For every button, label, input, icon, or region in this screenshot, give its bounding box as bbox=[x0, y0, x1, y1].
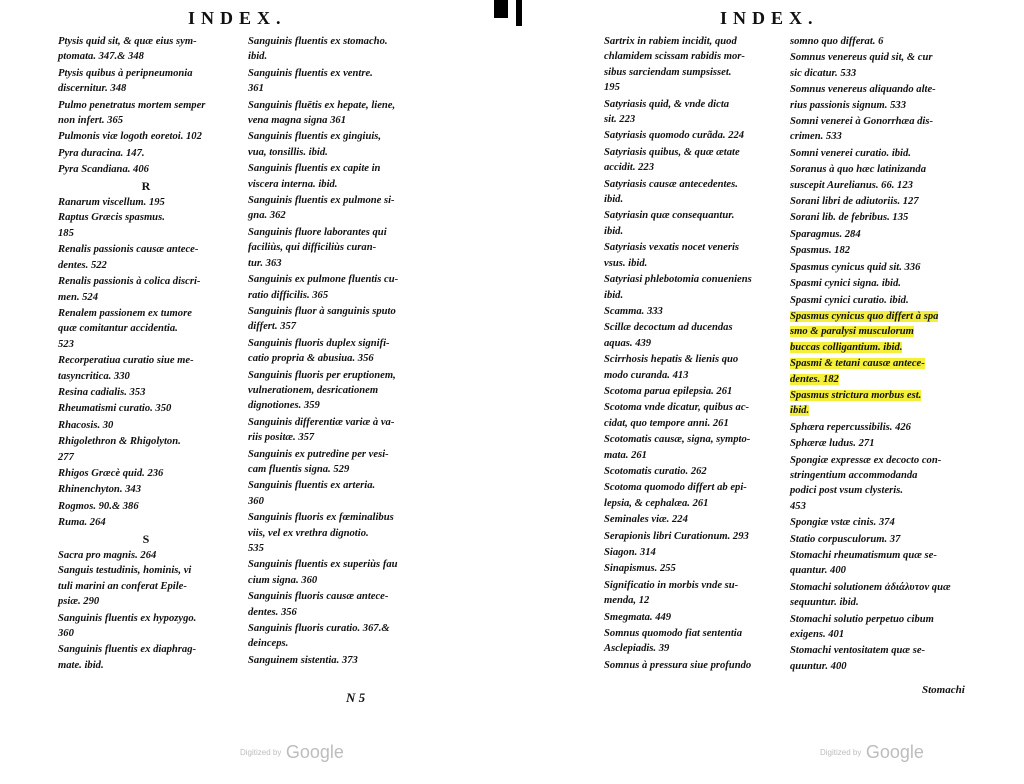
index-entry bbox=[248, 589, 426, 621]
book-gutter bbox=[494, 0, 524, 784]
index-entry bbox=[604, 400, 786, 432]
index-entry-text: Stomachi solutionem ἀδιάλυτον quæ sequuntur. ibid. bbox=[790, 581, 951, 609]
index-entry bbox=[248, 304, 426, 336]
index-entry bbox=[248, 557, 426, 589]
index-entry bbox=[604, 464, 786, 480]
index-entry-text: Spasmus cynicus quid sit. 336 bbox=[790, 261, 921, 273]
index-entry bbox=[790, 612, 986, 644]
index-entry bbox=[58, 66, 234, 98]
index-entry bbox=[604, 480, 786, 512]
index-entry-text: Renalem passionem ex tumore quæ comitantur accidentia. 523 bbox=[58, 307, 192, 350]
index-entry bbox=[790, 34, 986, 50]
index-entry bbox=[248, 447, 426, 479]
index-entry-text: Spasmi cynici curatio. ibid. bbox=[790, 294, 909, 306]
index-entry bbox=[790, 293, 986, 309]
index-entry bbox=[790, 227, 986, 243]
index-entry bbox=[604, 626, 786, 658]
index-entry-text: Rhacosis. 30 bbox=[58, 419, 114, 431]
index-entry bbox=[248, 510, 426, 557]
index-entry-text: Statio corpusculorum. 37 bbox=[790, 533, 901, 545]
index-entry-text: Sanguinis fluoris per eruptionem, vulnerationem, desricationem dignotiones. 359 bbox=[248, 369, 396, 412]
index-entry-text: Sorani libri de adiutoriis. 127 bbox=[790, 196, 919, 208]
index-entry bbox=[248, 415, 426, 447]
index-entry-text: Sanguinis fluentis ex pulmone si- gna. 362 bbox=[248, 195, 395, 222]
index-entry-text: Spasmus strictura morbus est. ibid. bbox=[790, 389, 922, 417]
index-entry-text: Rogmos. 90.& 386 bbox=[58, 500, 139, 512]
index-entry-text: Satyriasin quæ consequantur. ibid. bbox=[604, 210, 735, 237]
index-entry-text: Sorani lib. de febribus. 135 bbox=[790, 212, 909, 224]
index-entry bbox=[248, 225, 426, 272]
index-entry bbox=[58, 98, 234, 130]
index-entry-text: Sanguinis differentiæ variæ à va- riis positæ. 357 bbox=[248, 416, 395, 444]
highlighted-index-entry bbox=[790, 388, 986, 420]
index-entry bbox=[604, 658, 786, 674]
index-entry bbox=[58, 401, 234, 417]
index-entry-text: Resina cadialis. 353 bbox=[58, 386, 146, 398]
index-entry bbox=[58, 353, 234, 385]
index-entry-text: Rhinenchyton. 343 bbox=[58, 484, 142, 496]
index-entry bbox=[58, 482, 234, 498]
index-entry-text: somno quo differat. 6 bbox=[790, 36, 884, 47]
index-entry-text: Scotomatis causæ, signa, sympto- mata. 261 bbox=[604, 434, 751, 461]
index-entry-text: Ranarum viscellum. 195 Raptus Græcis spasmus. 185 bbox=[58, 197, 165, 239]
left-column-b bbox=[248, 34, 426, 669]
index-entry-text: Rhigolethron & Rhigolyton. 277 bbox=[58, 436, 181, 463]
index-entry bbox=[790, 162, 986, 194]
watermark-prefix: Digitized by bbox=[240, 748, 282, 757]
index-entry-text: Scamma. 333 bbox=[604, 305, 663, 317]
index-entry-text: Spongiæ vstæ cinis. 374 bbox=[790, 517, 895, 529]
section-letter-heading bbox=[58, 532, 234, 548]
index-entry-text: Scotomatis curatio. 262 bbox=[604, 465, 707, 477]
signature-mark: N 5 bbox=[346, 690, 366, 705]
index-entry-text: Sanguinis ex putredine per vesi- cam fluentis signa. 529 bbox=[248, 448, 389, 475]
index-entry bbox=[248, 368, 426, 415]
index-entry-text: Sinapismus. 255 bbox=[604, 563, 676, 575]
index-entry-text: Satyriasis vexatis nocet veneris vsus. ibid. bbox=[604, 242, 740, 269]
index-entry bbox=[604, 145, 786, 177]
index-entry bbox=[790, 580, 986, 612]
index-entry-text: Renalis passionis à colica discri- men. 524 bbox=[58, 276, 201, 303]
index-entry bbox=[58, 548, 234, 611]
index-entry-text: Ptysis quibus à peripneumonia discernitur. 348 bbox=[58, 67, 193, 95]
index-entry bbox=[58, 611, 234, 643]
index-entry bbox=[604, 512, 786, 528]
watermark-brand: Google bbox=[865, 742, 924, 762]
index-entry bbox=[604, 529, 786, 545]
right-column-b bbox=[790, 34, 986, 675]
left-column-a bbox=[58, 34, 234, 674]
index-entry bbox=[790, 114, 986, 146]
index-entry-text: Satyriasis quomodo curãda. 224 bbox=[604, 130, 745, 142]
index-entry-text: Somnus venereus aliquando alte- rius passionis signum. 533 bbox=[790, 84, 936, 111]
index-entry bbox=[790, 436, 986, 452]
right-column-a bbox=[604, 34, 786, 674]
index-entry-text: Somnus quomodo fiat sententia Asclepiadis. 39 bbox=[604, 628, 743, 655]
gutter-shadow-right bbox=[516, 0, 522, 26]
index-entry-text: Somnus à pressura siue profundo bbox=[604, 659, 752, 671]
index-entry-text: Ruma. 264 bbox=[58, 517, 106, 529]
index-entry bbox=[58, 195, 234, 242]
index-entry bbox=[58, 146, 234, 162]
index-entry bbox=[790, 260, 986, 276]
index-entry-text: S bbox=[142, 531, 150, 546]
index-entry-text: Stomachi ventositatem quæ se- quuntur. 400 bbox=[790, 645, 926, 672]
index-entry-text: Sacra pro magnis. 264 Sanguis testudinis, hominis, vi tuli marini an conferat Epile- psiæ. 290 bbox=[58, 550, 192, 608]
watermark-right bbox=[820, 742, 924, 763]
index-entry-text: Satyriasis quid, & vnde dicta sit. 223 bbox=[604, 98, 730, 126]
index-entry-text: Sparagmus. 284 bbox=[790, 228, 861, 240]
index-entry-text: Spasmi cynici signa. ibid. bbox=[790, 278, 901, 290]
index-entry-text: Pyra duracina. 147. bbox=[58, 147, 145, 159]
index-entry bbox=[790, 82, 986, 114]
index-entry bbox=[604, 432, 786, 464]
index-entry bbox=[58, 515, 234, 531]
index-entry bbox=[58, 418, 234, 434]
watermark-brand: Google bbox=[285, 742, 344, 762]
index-entry-text: Pyra Scandiana. 406 bbox=[58, 164, 149, 176]
index-entry bbox=[58, 306, 234, 353]
index-entry bbox=[248, 336, 426, 368]
index-entry bbox=[604, 272, 786, 304]
index-entry bbox=[58, 385, 234, 401]
index-entry-text: Sanguinis fluentis ex ventre. 361 bbox=[248, 67, 373, 95]
index-entry-text: Sanguinis fluoris curatio. 367.& deinceps. bbox=[248, 623, 390, 650]
index-entry bbox=[248, 66, 426, 98]
index-entry-text: Somni venerei curatio. ibid. bbox=[790, 147, 911, 159]
index-entry bbox=[604, 352, 786, 384]
index-entry bbox=[58, 466, 234, 482]
index-entry bbox=[604, 304, 786, 320]
index-entry-text: Sanguinis ex pulmone fluentis cu- ratio difficilis. 365 bbox=[248, 274, 399, 301]
index-entry bbox=[790, 532, 986, 548]
index-entry-text: Satyriasis quibus, & quæ ætate accidit. 223 bbox=[604, 146, 740, 174]
index-entry bbox=[248, 272, 426, 304]
index-entry-text: Spasmus. 182 bbox=[790, 245, 851, 257]
index-entry bbox=[248, 161, 426, 193]
index-entry bbox=[248, 34, 426, 66]
index-entry-text: Scillæ decoctum ad ducendas aquas. 439 bbox=[604, 322, 733, 349]
index-entry bbox=[58, 434, 234, 466]
index-entry bbox=[58, 129, 234, 145]
index-entry-text: Smegmata. 449 bbox=[604, 611, 672, 623]
index-entry-text: Significatio in morbis vnde su- menda, 12 bbox=[604, 579, 739, 607]
index-entry-text: Rheumatismi curatio. 350 bbox=[58, 403, 172, 415]
index-entry-text: Sanguinis fluore laborantes qui faciliùs, qui difficiliùs curan- tur. 363 bbox=[248, 226, 387, 269]
index-entry bbox=[248, 193, 426, 225]
index-entry-text: Scotoma parua epilepsia. 261 bbox=[604, 385, 733, 397]
index-entry bbox=[58, 34, 234, 66]
index-entry-text: Sartrix in rabiem incidit, quod chlamidem scissam rabidis mor- sibus sarciendam sumpsisset. 195 bbox=[604, 36, 745, 94]
index-entry-text: Sanguinis fluentis ex gingiuis, vua, tonsillis. ibid. bbox=[248, 131, 382, 158]
index-entry bbox=[790, 194, 986, 210]
index-entry-text: Sanguinis fluoris causæ antece- dentes. 356 bbox=[248, 591, 389, 618]
watermark-left bbox=[240, 742, 344, 763]
index-entry bbox=[790, 515, 986, 531]
index-entry bbox=[248, 98, 426, 130]
index-entry-text: Sphæræ ludus. 271 bbox=[790, 438, 875, 450]
index-entry bbox=[604, 240, 786, 272]
index-entry-text: Sanguinis fluentis ex arteria. 360 bbox=[248, 480, 376, 507]
index-entry bbox=[790, 548, 986, 580]
index-entry bbox=[790, 146, 986, 162]
index-entry-text: Renalis passionis causæ antece- dentes. 522 bbox=[58, 244, 199, 271]
index-entry bbox=[58, 242, 234, 274]
index-entry bbox=[790, 643, 986, 675]
index-entry bbox=[604, 320, 786, 352]
index-entry bbox=[604, 561, 786, 577]
right-page bbox=[524, 0, 1024, 784]
index-entry bbox=[790, 210, 986, 226]
index-entry-text: Spasmi & tetani causæ antece- dentes. 182 bbox=[790, 358, 925, 385]
index-entry bbox=[604, 545, 786, 561]
index-entry-text: Sanguinis fluentis ex stomacho. ibid. bbox=[248, 36, 388, 63]
index-entry-text: Sanguinis fluoris ex fœminalibus viis, vel ex vrethra dignotio. 535 bbox=[248, 512, 394, 554]
index-entry-text: Sanguinis fluentis ex superiùs fau cium signa. 360 bbox=[248, 559, 398, 586]
index-entry bbox=[604, 97, 786, 129]
index-entry bbox=[604, 177, 786, 209]
index-entry bbox=[790, 420, 986, 436]
index-entry-text: Stomachi rheumatismum quæ se- quantur. 400 bbox=[790, 550, 937, 577]
index-entry bbox=[58, 274, 234, 306]
index-entry bbox=[604, 208, 786, 240]
index-entry-text: Satyriasis causæ antecedentes. ibid. bbox=[604, 178, 738, 206]
index-entry-text: Serapionis libri Curationum. 293 bbox=[604, 530, 749, 542]
index-entry bbox=[604, 610, 786, 626]
index-entry-text: Ptysis quid sit, & quæ eius sym- ptomata. 347.& 348 bbox=[58, 36, 197, 63]
index-entry-text: Satyriasi phlebotomia conueniens ibid. bbox=[604, 274, 752, 301]
index-entry-text: Pulmonis viæ logoth eoretoi. 102 bbox=[58, 131, 202, 143]
section-letter-heading bbox=[58, 179, 234, 195]
highlighted-index-entry bbox=[790, 356, 986, 388]
index-entry-text: Somni venerei à Gonorrhæa dis- crimen. 533 bbox=[790, 116, 934, 143]
index-entry-text: Sanguinis fluoris duplex signifi- catio propria & abusiua. 356 bbox=[248, 337, 390, 365]
index-entry-text: Spongiæ expressæ ex decocto con- stringentium accommodanda podici post vsum clysteris. 453 bbox=[790, 454, 942, 512]
index-entry-text: Sphæra repercussibilis. 426 bbox=[790, 421, 911, 433]
index-entry-text: Somnus venereus quid sit, & cur sic dicatur. 533 bbox=[790, 52, 933, 79]
index-entry bbox=[58, 162, 234, 178]
index-entry-text: Scirrhosis hepatis & lienis quo modo curanda. 413 bbox=[604, 354, 739, 381]
catchword: Stomachi bbox=[922, 684, 965, 696]
index-entry bbox=[604, 384, 786, 400]
index-entry bbox=[248, 653, 426, 669]
index-entry bbox=[604, 128, 786, 144]
highlighted-index-entry bbox=[790, 309, 986, 356]
index-entry-text: Sanguinis fluor à sanguinis sputo differt. 357 bbox=[248, 305, 396, 333]
index-entry-text: Siagon. 314 bbox=[604, 547, 656, 558]
index-entry bbox=[790, 276, 986, 292]
index-entry bbox=[58, 642, 234, 674]
index-entry-text: Stomachi solutio perpetuo cibum exigens. 401 bbox=[790, 613, 934, 641]
index-entry bbox=[248, 129, 426, 161]
index-entry-text: Sanguinis fluentis ex capite in viscera interna. ibid. bbox=[248, 163, 381, 190]
index-entry bbox=[58, 499, 234, 515]
index-entry-text: Pulmo penetratus mortem semper non infert. 365 bbox=[58, 99, 206, 127]
index-entry bbox=[248, 478, 426, 510]
index-entry-text: Sanguinem sistentia. 373 bbox=[248, 654, 358, 666]
index-entry-text: Seminales viæ. 224 bbox=[604, 514, 688, 526]
watermark-prefix: Digitized by bbox=[820, 748, 862, 757]
index-entry-text: Sanguinis fluentis ex diaphrag- mate. ibid. bbox=[58, 644, 197, 671]
index-entry-text: R bbox=[141, 178, 151, 193]
index-entry-text: Rhigos Græcè quid. 236 bbox=[58, 467, 164, 479]
index-entry-text: Scotoma vnde dicatur, quibus ac- cidat, quo tempore anni. 261 bbox=[604, 402, 750, 429]
index-entry bbox=[604, 578, 786, 610]
index-entry bbox=[248, 621, 426, 653]
index-entry-text: Spasmus cynicus quo differt à spa smo & paralysi musculorum buccas colligantium. ibid. bbox=[790, 310, 939, 353]
index-entry bbox=[604, 34, 786, 97]
index-entry bbox=[790, 50, 986, 82]
index-entry-text: Scotoma quomodo differt ab epi- lepsia, & cephalæa. 261 bbox=[604, 482, 747, 509]
index-entry-text: Sanguinis fluētis ex hepate, liene, vena magna signa 361 bbox=[248, 99, 396, 127]
index-entry bbox=[790, 453, 986, 516]
index-entry-text: Recorperatiua curatio siue me- tasyncritica. 330 bbox=[58, 355, 194, 382]
running-head-right: INDEX. bbox=[720, 8, 819, 28]
left-page bbox=[0, 0, 494, 784]
index-entry bbox=[790, 243, 986, 259]
index-entry-text: Sanguinis fluentis ex hypozygo. 360 bbox=[58, 612, 197, 640]
gutter-shadow-top bbox=[494, 0, 508, 18]
index-entry-text: Soranus à quo hæc latinizanda suscepit Aurelianus. 66. 123 bbox=[790, 164, 927, 191]
running-head-left: INDEX. bbox=[188, 8, 287, 28]
